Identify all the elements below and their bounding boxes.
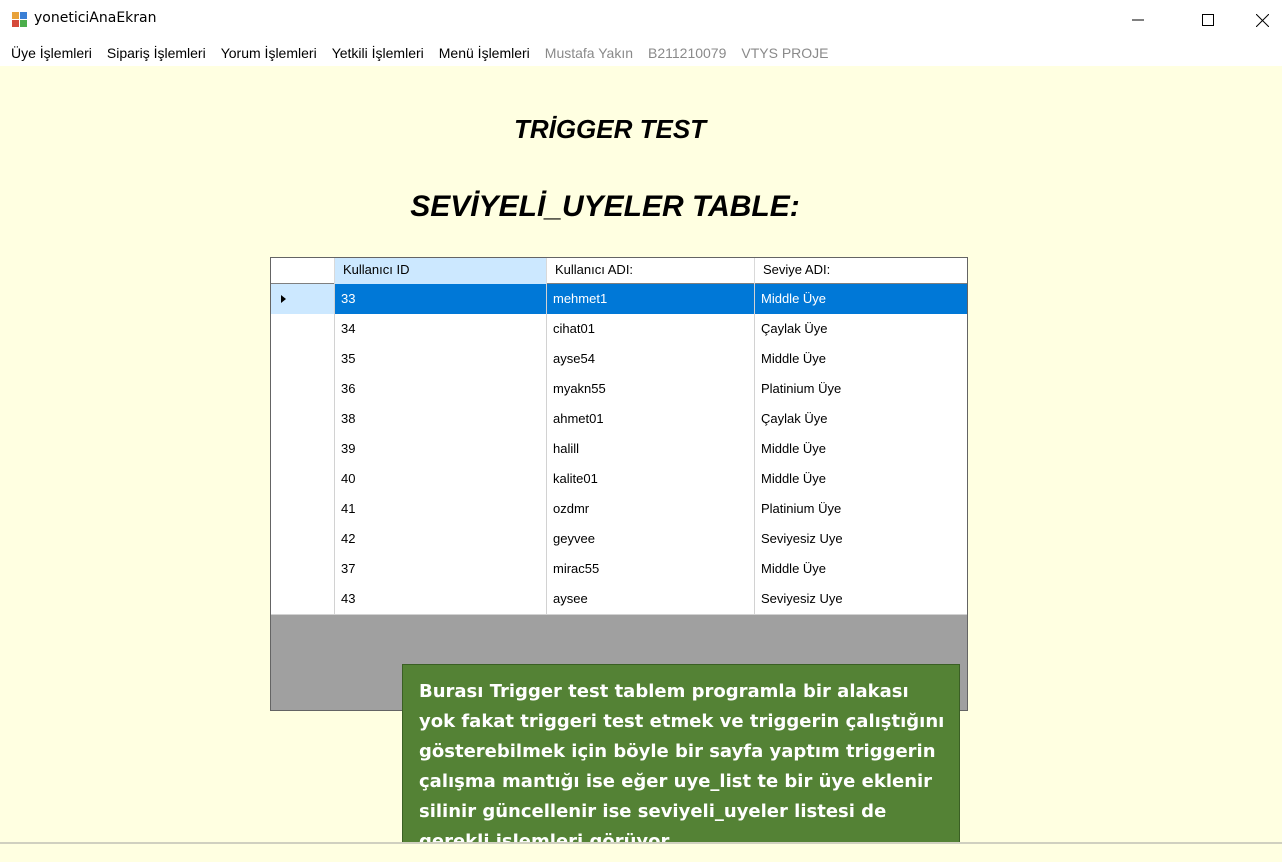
grid-header: [271, 258, 967, 284]
cell-user-name[interactable]: ayse54: [547, 344, 755, 374]
table-row[interactable]: [271, 494, 967, 525]
window-bottom-edge: [0, 842, 1282, 862]
cell-user-id[interactable]: 42: [335, 524, 547, 554]
menu-bar: [0, 40, 1282, 66]
page-title: TRİGGER TEST: [513, 114, 707, 144]
column-header-user-id[interactable]: Kullanıcı ID: [335, 258, 547, 284]
close-icon: [1256, 14, 1269, 27]
cell-user-name[interactable]: mirac55: [547, 554, 755, 584]
cell-level-name[interactable]: Çaylak Üye: [761, 321, 828, 336]
row-header[interactable]: [271, 524, 335, 554]
app-window-icon: [12, 12, 27, 27]
cell-user-id[interactable]: 35: [335, 344, 547, 374]
row-header[interactable]: [271, 374, 335, 404]
header-row-selector[interactable]: [271, 258, 335, 284]
menu-yetkili-islemleri[interactable]: Yetkili İşlemleri: [331, 45, 424, 61]
cell-user-id[interactable]: 34: [335, 314, 547, 344]
menu-author-name: Mustafa Yakın: [544, 45, 633, 61]
cell-user-name[interactable]: ozdmr: [547, 494, 755, 524]
menu-uye-islemleri[interactable]: Üye İşlemleri: [11, 45, 92, 61]
cell-user-id[interactable]: 41: [335, 494, 547, 524]
menu-project-name: VTYS PROJE: [741, 45, 829, 61]
maximize-button[interactable]: [1180, 0, 1236, 40]
cell-user-id[interactable]: 37: [335, 554, 547, 584]
menu-menu-islemleri[interactable]: Menü İşlemleri: [438, 45, 530, 61]
cell-user-id[interactable]: 40: [335, 464, 547, 494]
cell-level-name[interactable]: Middle Üye: [761, 441, 827, 456]
row-header[interactable]: [271, 314, 335, 344]
row-header[interactable]: [271, 284, 335, 314]
cell-level-name[interactable]: Middle Üye: [755, 284, 967, 314]
table-row[interactable]: [271, 344, 967, 375]
row-header[interactable]: [271, 344, 335, 374]
cell-level-name[interactable]: Middle Üye: [761, 471, 827, 486]
cell-user-name[interactable]: myakn55: [547, 374, 755, 404]
column-header-level-name[interactable]: Seviye ADI:: [763, 262, 831, 277]
cell-level-name[interactable]: Middle Üye: [761, 351, 827, 366]
cell-user-name[interactable]: kalite01: [547, 464, 755, 494]
table-title: SEVİYELİ_UYELER TABLE:: [410, 190, 800, 223]
cell-user-name[interactable]: cihat01: [547, 314, 755, 344]
window-title: yoneticiAnaEkran: [34, 10, 157, 26]
menu-yorum-islemleri[interactable]: Yorum İşlemleri: [220, 45, 317, 61]
table-row[interactable]: [271, 554, 967, 585]
cell-user-id[interactable]: 39: [335, 434, 547, 464]
current-row-arrow-icon: [281, 295, 286, 303]
cell-level-name[interactable]: Platinium Üye: [761, 501, 842, 516]
minimize-icon: [1132, 14, 1144, 26]
row-header[interactable]: [271, 464, 335, 494]
table-row[interactable]: [271, 284, 967, 315]
data-grid[interactable]: [270, 257, 968, 711]
cell-user-name[interactable]: halill: [547, 434, 755, 464]
info-callout: Burası Trigger test tablem programla bir alakası yok fakat triggeri test etmek ve triggerin çalıştığını gösterebilmek için böyle bir sayfa yaptım triggerin çalışma mantığı ise eğer uye_list te bir üye eklenir silinir güncellenir ise seviyeli_uyeler listesi de: [402, 664, 960, 862]
cell-user-id[interactable]: 33: [335, 284, 547, 314]
cell-user-name[interactable]: ahmet01: [547, 404, 755, 434]
menu-siparis-islemleri[interactable]: Sipariş İşlemleri: [106, 45, 206, 61]
cell-user-id[interactable]: 38: [335, 404, 547, 434]
cell-user-id[interactable]: 36: [335, 374, 547, 404]
cell-user-id[interactable]: 43: [335, 584, 547, 614]
table-row[interactable]: [271, 524, 967, 555]
close-button[interactable]: [1234, 0, 1282, 40]
cell-level-name[interactable]: Çaylak Üye: [761, 411, 828, 426]
cell-user-name[interactable]: mehmet1: [547, 284, 755, 314]
cell-user-name[interactable]: geyvee: [547, 524, 755, 554]
row-header[interactable]: [271, 434, 335, 464]
cell-user-name[interactable]: aysee: [547, 584, 755, 614]
title-bar: [0, 0, 1282, 40]
table-row[interactable]: [271, 584, 967, 615]
minimize-button[interactable]: [1110, 0, 1166, 40]
column-header-user-name[interactable]: Kullanıcı ADI:: [547, 258, 755, 284]
menu-student-id: B211210079: [648, 45, 727, 61]
row-header[interactable]: [271, 404, 335, 434]
table-row[interactable]: [271, 434, 967, 465]
row-header[interactable]: [271, 584, 335, 614]
cell-level-name[interactable]: Middle Üye: [761, 561, 827, 576]
table-row[interactable]: [271, 464, 967, 495]
cell-level-name[interactable]: Seviyesiz Uye: [761, 591, 843, 606]
row-header[interactable]: [271, 494, 335, 524]
row-header[interactable]: [271, 554, 335, 584]
table-row[interactable]: [271, 314, 967, 345]
cell-level-name[interactable]: Seviyesiz Uye: [761, 531, 843, 546]
maximize-icon: [1202, 14, 1214, 26]
content-area: [0, 66, 1282, 842]
cell-level-name[interactable]: Platinium Üye: [761, 381, 842, 396]
table-row[interactable]: [271, 374, 967, 405]
table-row[interactable]: [271, 404, 967, 435]
